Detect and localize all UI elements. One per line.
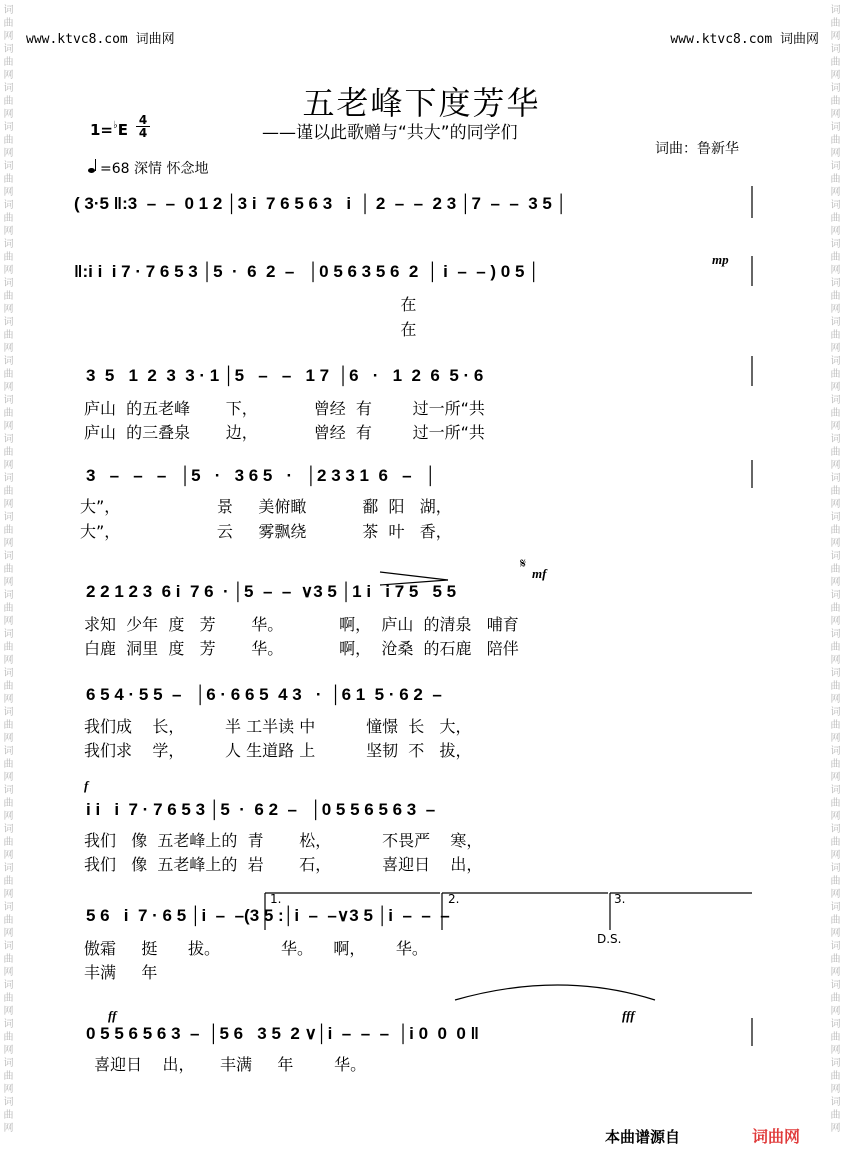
crescendo-upper (380, 572, 448, 580)
time-numerator: 4 (138, 113, 148, 127)
key-prefix: 1= (90, 121, 114, 139)
score-row-6: 6 5 4 · 5 5 – │6 · 6 6 5 4 3 · │6 1 5 · 6 2 – (86, 685, 442, 704)
score-row-3: 3 5 1 2 3 3 · 1 │5 – – 1 7 │6 · 1 2 6 5 · 6 (86, 366, 484, 385)
score-row-4: 3 – – – │5 · 3 6 5 · │2 3 3 1 6 – │ (86, 466, 437, 485)
time-denominator: 4 (138, 126, 148, 140)
lyric-row-8-verse-2: 丰满 年 (84, 963, 158, 982)
lyric-row-6-verse-2: 我们求 学， 人 生道路 上 坚韧 不 拔， (84, 741, 472, 760)
volta-1-label: 1. (270, 892, 282, 906)
header-site-right: www.ktvc8.com 词曲网 (670, 32, 819, 47)
right-watermark-text: 词曲网词曲网词曲网词曲网词曲网词曲网词曲网词曲网词曲网词曲网词曲网词曲网词曲网词曲网词曲网词曲网词曲网词曲网词曲网词曲网词曲网词曲网词曲网词曲网词曲网词曲网词曲网词曲网词曲网 (830, 5, 841, 1134)
score-row-8: 5 6 i 7 · 6 5 │i – –(3 5 :│i – –∨3 5 │i – – – (86, 906, 450, 925)
segno-icon: 𝄋 (520, 556, 527, 572)
composer-credit: 词曲：鲁新华 (655, 141, 739, 157)
tie-final (455, 985, 655, 1000)
volta-2-label: 2. (448, 892, 460, 906)
key-note: E (117, 121, 128, 139)
score-row-5: 2 2 1 2 3 6 i 7 6 · │5 – – ∨3 5 │1 i i 7 5 5 5 (86, 582, 457, 601)
left-watermark-text: 词曲网词曲网词曲网词曲网词曲网词曲网词曲网词曲网词曲网词曲网词曲网词曲网词曲网词曲网词曲网词曲网词曲网词曲网词曲网词曲网词曲网词曲网词曲网词曲网词曲网词曲网词曲网词曲网词曲网 (3, 5, 14, 1134)
lyric-row-4-verse-2: 大”， 云 雾飘绕 茶 叶 香， (80, 522, 452, 541)
dynamic-mp: mp (712, 252, 729, 267)
lyric-row-2-verse-1: 在 (80, 295, 417, 314)
dynamic-f: f (84, 778, 89, 793)
flat-icon: ♭ (113, 120, 118, 131)
score-row-7: i i i 7 · 7 6 5 3 │5 · 6 2 – │0 5 5 6 5 6 3 – (86, 800, 436, 819)
crescendo-lower (380, 580, 448, 585)
lyric-row-7-verse-2: 我们 像 五老峰上的 岩 石， 喜迎日 出， (84, 855, 483, 874)
header-site-left: www.ktvc8.com 词曲网 (26, 32, 175, 47)
song-subtitle: ——谨以此歌赠与“共大”的同学们 (262, 123, 518, 143)
lyric-row-8-verse-1: 傲霜 挺 拔。 华。 啊， 华。 (84, 939, 428, 958)
lyric-row-3-verse-2: 庐山 的三叠泉 边， 曾经 有 过一所“共 (84, 423, 485, 442)
ds-marking: D.S. (597, 932, 622, 946)
lyric-row-2-verse-2: 在 (80, 320, 417, 339)
lyric-row-5-verse-2: 白鹿 洞里 度 芳 华。 啊， 沧桑 的石鹿 陪伴 (84, 639, 519, 658)
song-title: 五老峰下度芳华 (302, 84, 541, 122)
score-row-2: ‖:i i i 7 · 7 6 5 3 │5 · 6 2 – │0 5 6 3 5 6 2 │ i – – ) 0 5 │ (74, 262, 540, 281)
score-row-1: ( 3·5 ‖:3 – – 0 1 2 │3 i 7 6 5 6 3 i │ 2 – – 2 3 │7 – – 3 5 │ (74, 194, 568, 213)
lyric-row-4-verse-1: 大”， 景 美俯瞰 鄱 阳 湖， (80, 497, 452, 516)
lyric-row-6-verse-1: 我们成 长， 半 工半读 中 憧憬 长 大， (84, 717, 472, 736)
dynamic-mf-1: mf (532, 566, 547, 581)
footer-source-label: 本曲谱源自 (605, 1128, 681, 1146)
lyric-row-7-verse-1: 我们 像 五老峰上的 青 松， 不畏严 寒， (84, 831, 483, 850)
lyric-row-9: 喜迎日 出， 丰满 年 华。 (84, 1055, 367, 1074)
lyric-row-5-verse-1: 求知 少年 度 芳 华。 啊， 庐山 的清泉 哺育 (84, 615, 519, 634)
footer-site-link[interactable]: 词曲网 (752, 1127, 801, 1146)
dynamic-fff: fff (622, 1008, 635, 1023)
dynamic-ff: ff (108, 1008, 117, 1023)
score-row-9: 0 5 5 6 5 6 3 – │5 6 3 5 2 ∨│i – – – │i 0 0 0 ‖ (86, 1024, 480, 1043)
tempo-text: =68 深情 怀念地 (100, 161, 209, 177)
lyric-row-3-verse-1: 庐山 的五老峰 下， 曾经 有 过一所“共 (84, 399, 485, 418)
volta-3-label: 3. (614, 892, 626, 906)
